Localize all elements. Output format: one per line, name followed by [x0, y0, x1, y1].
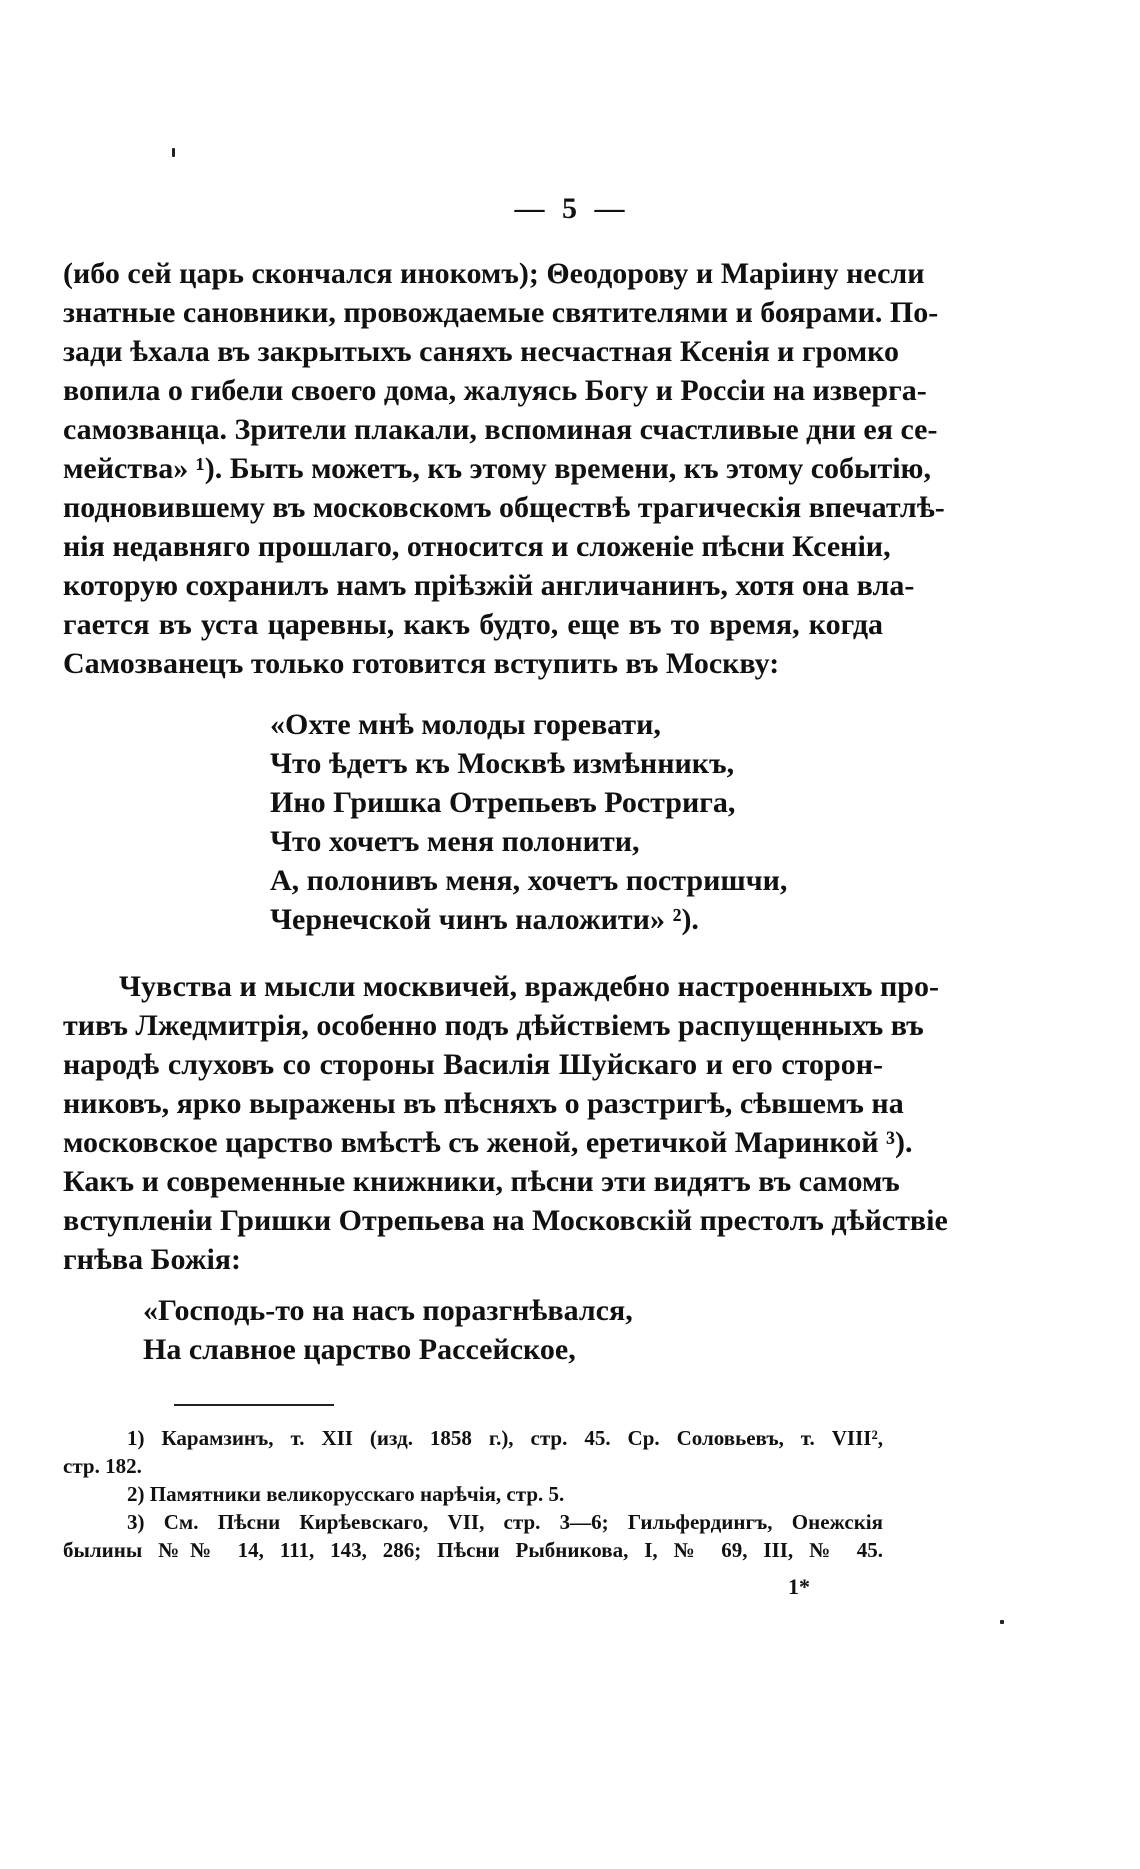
footnote-line: 2) Памятники великорусскаго нарѣчія, стр. 5.: [127, 1482, 565, 1506]
footnote-divider: [174, 1404, 334, 1406]
verse-2: [143, 1291, 633, 1369]
text-line: Чувства и мысли москвичей, враждебно настроенныхъ про-: [119, 970, 939, 1003]
paragraph-2: [63, 967, 948, 1279]
text-line: гнѣва Божія:: [63, 1243, 242, 1276]
verse-1: [270, 705, 787, 939]
text-line: подновившему въ московскомъ обществѣ трагическія впечатлѣ-: [63, 491, 945, 524]
header-dash-right: —: [594, 192, 626, 225]
page-header: [0, 192, 1140, 226]
text-line: тивъ Лжедмитрія, особенно подъ дѣйствіемъ распущенныхъ въ: [63, 1009, 924, 1042]
text-line: вступленіи Гришки Отрепьева на Московскій престолъ дѣйствіе: [63, 1204, 948, 1237]
footnote-line: былины №№ 14, 111, 143, 286; Пѣсни Рыбникова, I, № 69, III, № 45.: [63, 1538, 883, 1562]
paragraph-1: [63, 254, 945, 683]
text-line: народѣ слуховъ со стороны Василія Шуйскаго и его сторон-: [63, 1048, 883, 1081]
text-line: никовъ, ярко выражены въ пѣсняхъ о разстригѣ, сѣвшемъ на: [63, 1087, 904, 1120]
signature-mark: 1*: [788, 1574, 810, 1599]
footnotes: [63, 1424, 883, 1564]
text-line: которую сохранилъ намъ пріѣзжій англичанинъ, хотя она вла-: [63, 569, 915, 602]
verse-line: «Охте мнѣ молоды горевати,: [270, 708, 661, 741]
header-dash-left: —: [514, 192, 546, 225]
text-line: зади ѣхала въ закрытыхъ саняхъ несчастная Ксенія и громко: [63, 335, 900, 368]
verse-line: Чернечской чинъ наложити» ²).: [270, 903, 699, 936]
page-number: 5: [562, 192, 578, 225]
text-line: московское царство вмѣстѣ съ женой, еретичкой Маринкой ³).: [63, 1126, 913, 1159]
text-line: Какъ и современные книжники, пѣсни эти видятъ въ самомъ: [63, 1165, 900, 1198]
verse-line: Что ѣдетъ къ Москвѣ измѣнникъ,: [270, 747, 735, 780]
verse-line: На славное царство Рассейское,: [143, 1333, 576, 1366]
text-line: Самозванецъ только готовится вступить въ Москву:: [63, 647, 780, 680]
verse-line: Что хочетъ меня полонити,: [270, 825, 640, 858]
footnote-line: 1) Карамзинъ, т. XII (изд. 1858 г.), стр. 45. Ср. Соловьевъ, т. VIII²,: [127, 1426, 883, 1450]
footnote-line: 3) См. Пѣсни Кирѣевскаго, VII, стр. 3—6; Гильфердингъ, Онежскія: [127, 1510, 883, 1534]
text-line: самозванца. Зрители плакали, вспоминая счастливые дни ея се-: [63, 413, 938, 446]
verse-line: «Господь-то на насъ поразгнѣвался,: [143, 1294, 633, 1327]
text-line: знатные сановники, провождаемые святителями и боярами. По-: [63, 296, 939, 329]
print-speck: [1000, 1620, 1004, 1624]
print-speck: [172, 148, 175, 157]
text-line: (ибо сей царь скончался инокомъ); Θеодорову и Маріину несли: [63, 257, 925, 290]
text-line: нія недавняго прошлаго, относится и сложеніе пѣсни Ксеніи,: [63, 530, 891, 563]
text-line: гается въ уста царевны, какъ будто, еще въ то время, когда: [63, 608, 883, 641]
verse-line: Ино Гришка Отрепьевъ Рострига,: [270, 786, 736, 819]
text-line: мейства» ¹). Быть можетъ, къ этому времени, къ этому событію,: [63, 452, 931, 485]
verse-line: А, полонивъ меня, хочетъ постришчи,: [270, 864, 788, 897]
footnote-line: стр. 182.: [63, 1454, 142, 1478]
text-line: вопила о гибели своего дома, жалуясь Богу и Россіи на изверга-: [63, 374, 927, 407]
